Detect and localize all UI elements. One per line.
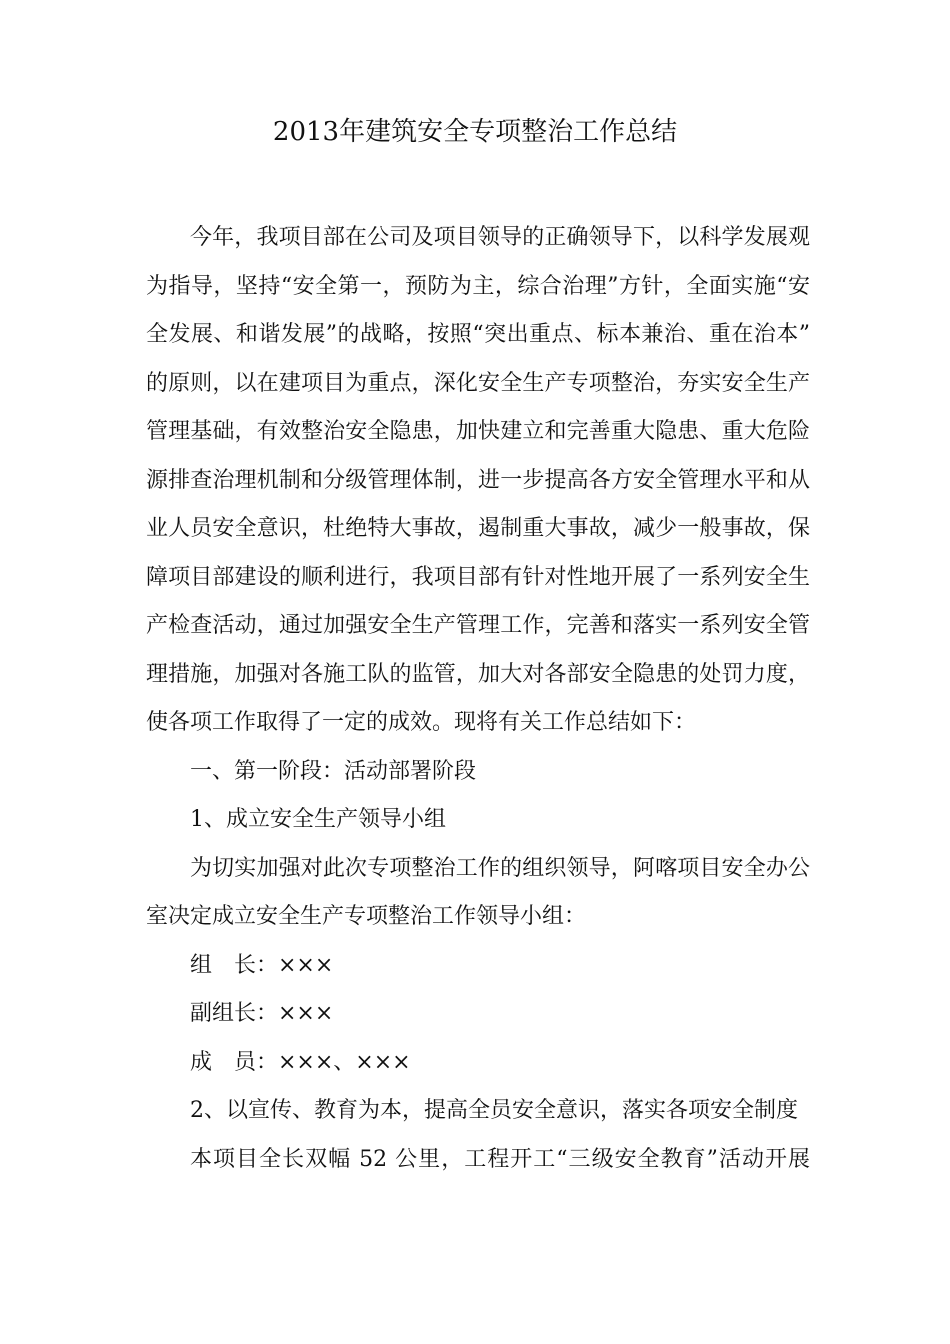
paragraph-line: 障项目部建设的顺利进行，我项目部有针对性地开展了一系列安全生: [146, 564, 810, 590]
team-leader-line: 组 长：×××: [190, 952, 334, 978]
paragraph-line: 今年，我项目部在公司及项目领导的正确领导下，以科学发展观: [190, 225, 810, 250]
paragraph-line: 为切实加强对此次专项整治工作的组织领导，阿喀项目安全办公: [190, 855, 810, 881]
document-title: 2013年建筑安全专项整治工作总结: [272, 117, 678, 147]
paragraph-line: 室决定成立安全生产专项整治工作领导小组：: [146, 904, 587, 929]
subsection-heading: 1、成立安全生产领导小组: [190, 807, 446, 832]
paragraph-line: 源排查治理机制和分级管理体制，进一步提高各方安全管理水平和从: [146, 467, 810, 493]
paragraph-line: 管理基础，有效整治安全隐患，加快建立和完善重大隐患、重大危险: [146, 419, 810, 444]
section-heading: 一、第一阶段：活动部署阶段: [190, 758, 477, 784]
paragraph-line: 使各项工作取得了一定的成效。现将有关工作总结如下：: [146, 710, 697, 735]
paragraph-line: 业人员安全意识，杜绝特大事故，遏制重大事故，减少一般事故，保: [146, 516, 810, 541]
document-body: [146, 214, 810, 1184]
team-members-line: 成 员：×××、×××: [190, 1049, 411, 1075]
paragraph-line: 产检查活动，通过加强安全生产管理工作，完善和落实一系列安全管: [146, 613, 810, 638]
paragraph-line: 为指导，坚持“安全第一，预防为主，综合治理”方针，全面实施“安: [146, 273, 810, 299]
paragraph-line: 的原则，以在建项目为重点，深化安全生产专项整治，夯实安全生产: [146, 370, 810, 396]
subsection-heading: 2、以宣传、教育为本，提高全员安全意识，落实各项安全制度: [190, 1098, 798, 1123]
paragraph-line: 理措施，加强对各施工队的监管，加大对各部安全隐患的处罚力度，: [146, 661, 810, 687]
paragraph-line: 全发展、和谐发展”的战略，按照“突出重点、标本兼治、重在治本”: [146, 322, 810, 347]
team-deputy-line: 副组长：×××: [190, 1001, 334, 1026]
paragraph-line: 本项目全长双幅 52 公里，工程开工“三级安全教育”活动开展: [190, 1146, 810, 1172]
